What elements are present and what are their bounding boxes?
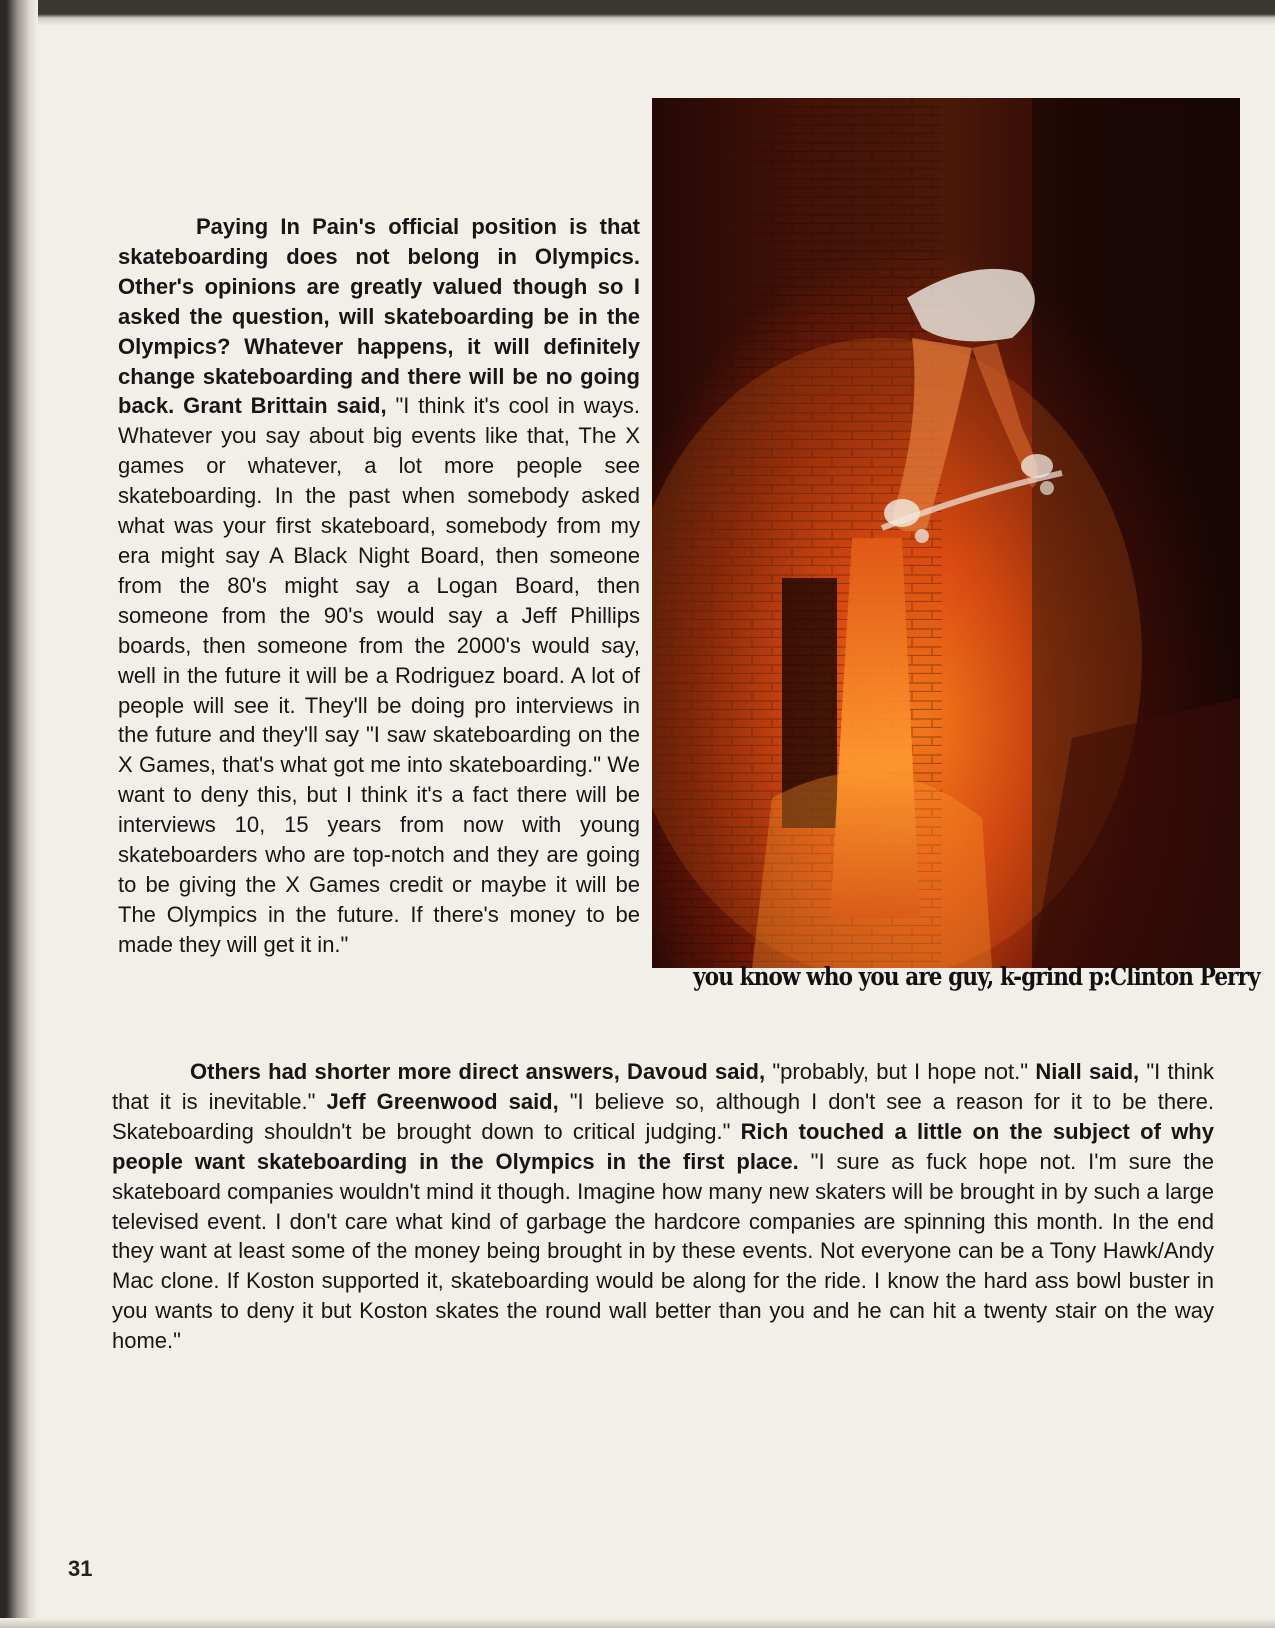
article-column-paragraph — [118, 212, 640, 960]
page-number: 31 — [68, 1556, 93, 1581]
niall-quote: "I think that it is inevitable." — [112, 1059, 1214, 1114]
niall-attribution: Niall said, — [1035, 1059, 1140, 1084]
jeff-greenwood-attribution: Jeff Greenwood said, — [326, 1088, 559, 1114]
page-binding-edge — [0, 0, 38, 1628]
skateboard-photo — [652, 98, 1240, 968]
page-bottom-edge — [0, 1618, 1275, 1628]
rich-quote: "I sure as fuck hope not. I'm sure the skateboard companies wouldn't mind it though. Imagine how many new skaters will be brought in by such a large televised event. I don't care what kind of garbage the hardcore companies are spinning this month. In the end they want at least some of the money being brought in by these events. Not everyone can be a Tony Hawk/Andy Mac clone. If Koston supported it, skateboarding would be along for the ride. I know the hard ass bowl buster in you wants to deny it but Koston skates the round wall better than you and he can hit a twenty stair on the way home." — [112, 1148, 1214, 1354]
photo-caption: you know who you are guy, k-grind p:Clinton Perry — [693, 962, 1260, 991]
jeff-greenwood-quote: "I believe so, although I don't see a reason for it to be there. Skateboarding shouldn't be brought down to critical judging." — [112, 1088, 1215, 1144]
grant-brittain-quote: "I think it's cool in ways. Whatever you say about big events like that, The X games or whatever, a lot more people see skateboarding. In the past when somebody asked what was your first skateboard, somebody from my era might say A Black Night Board, then someone from the 80's might say a Logan Board, then someone from the 90's would say a Jeff Phillips boards, then someone from the 2000's would say, well in the future it will be a Rodriguez board. A lot of people will see it. They'll be doing pro interviews in the future and they'll say "I saw skateboarding on the X Games, that's what got me into skateboarding." We want to deny this, but I think it's a fact there will be interviews 10, 15 years from now with young skateboarders who are top-notch and they are going to be giving the X Games credit or maybe it will be The Olympics in the future. If there's money to be made they will get it in." — [118, 393, 640, 957]
page-top-edge — [0, 0, 1275, 26]
intro-bold-text: Paying In Pain's official position is that skateboarding does not belong in Olympics. Other's opinions are greatly valued though so I asked the question, will skateboarding be in the Olympics? Whatever happens, it will definitely change skateboarding and there will be no going back. Grant Brittain said, — [118, 214, 640, 419]
davoud-quote: "probably, but I hope not." — [765, 1059, 1036, 1084]
davoud-attribution: Others had shorter more direct answers, Davoud said, — [190, 1059, 766, 1084]
rich-attribution: Rich touched a little on the subject of why people want skateboarding in the Olympics in the first place. — [112, 1118, 1214, 1174]
article-full-width-paragraph — [112, 1057, 1214, 1356]
